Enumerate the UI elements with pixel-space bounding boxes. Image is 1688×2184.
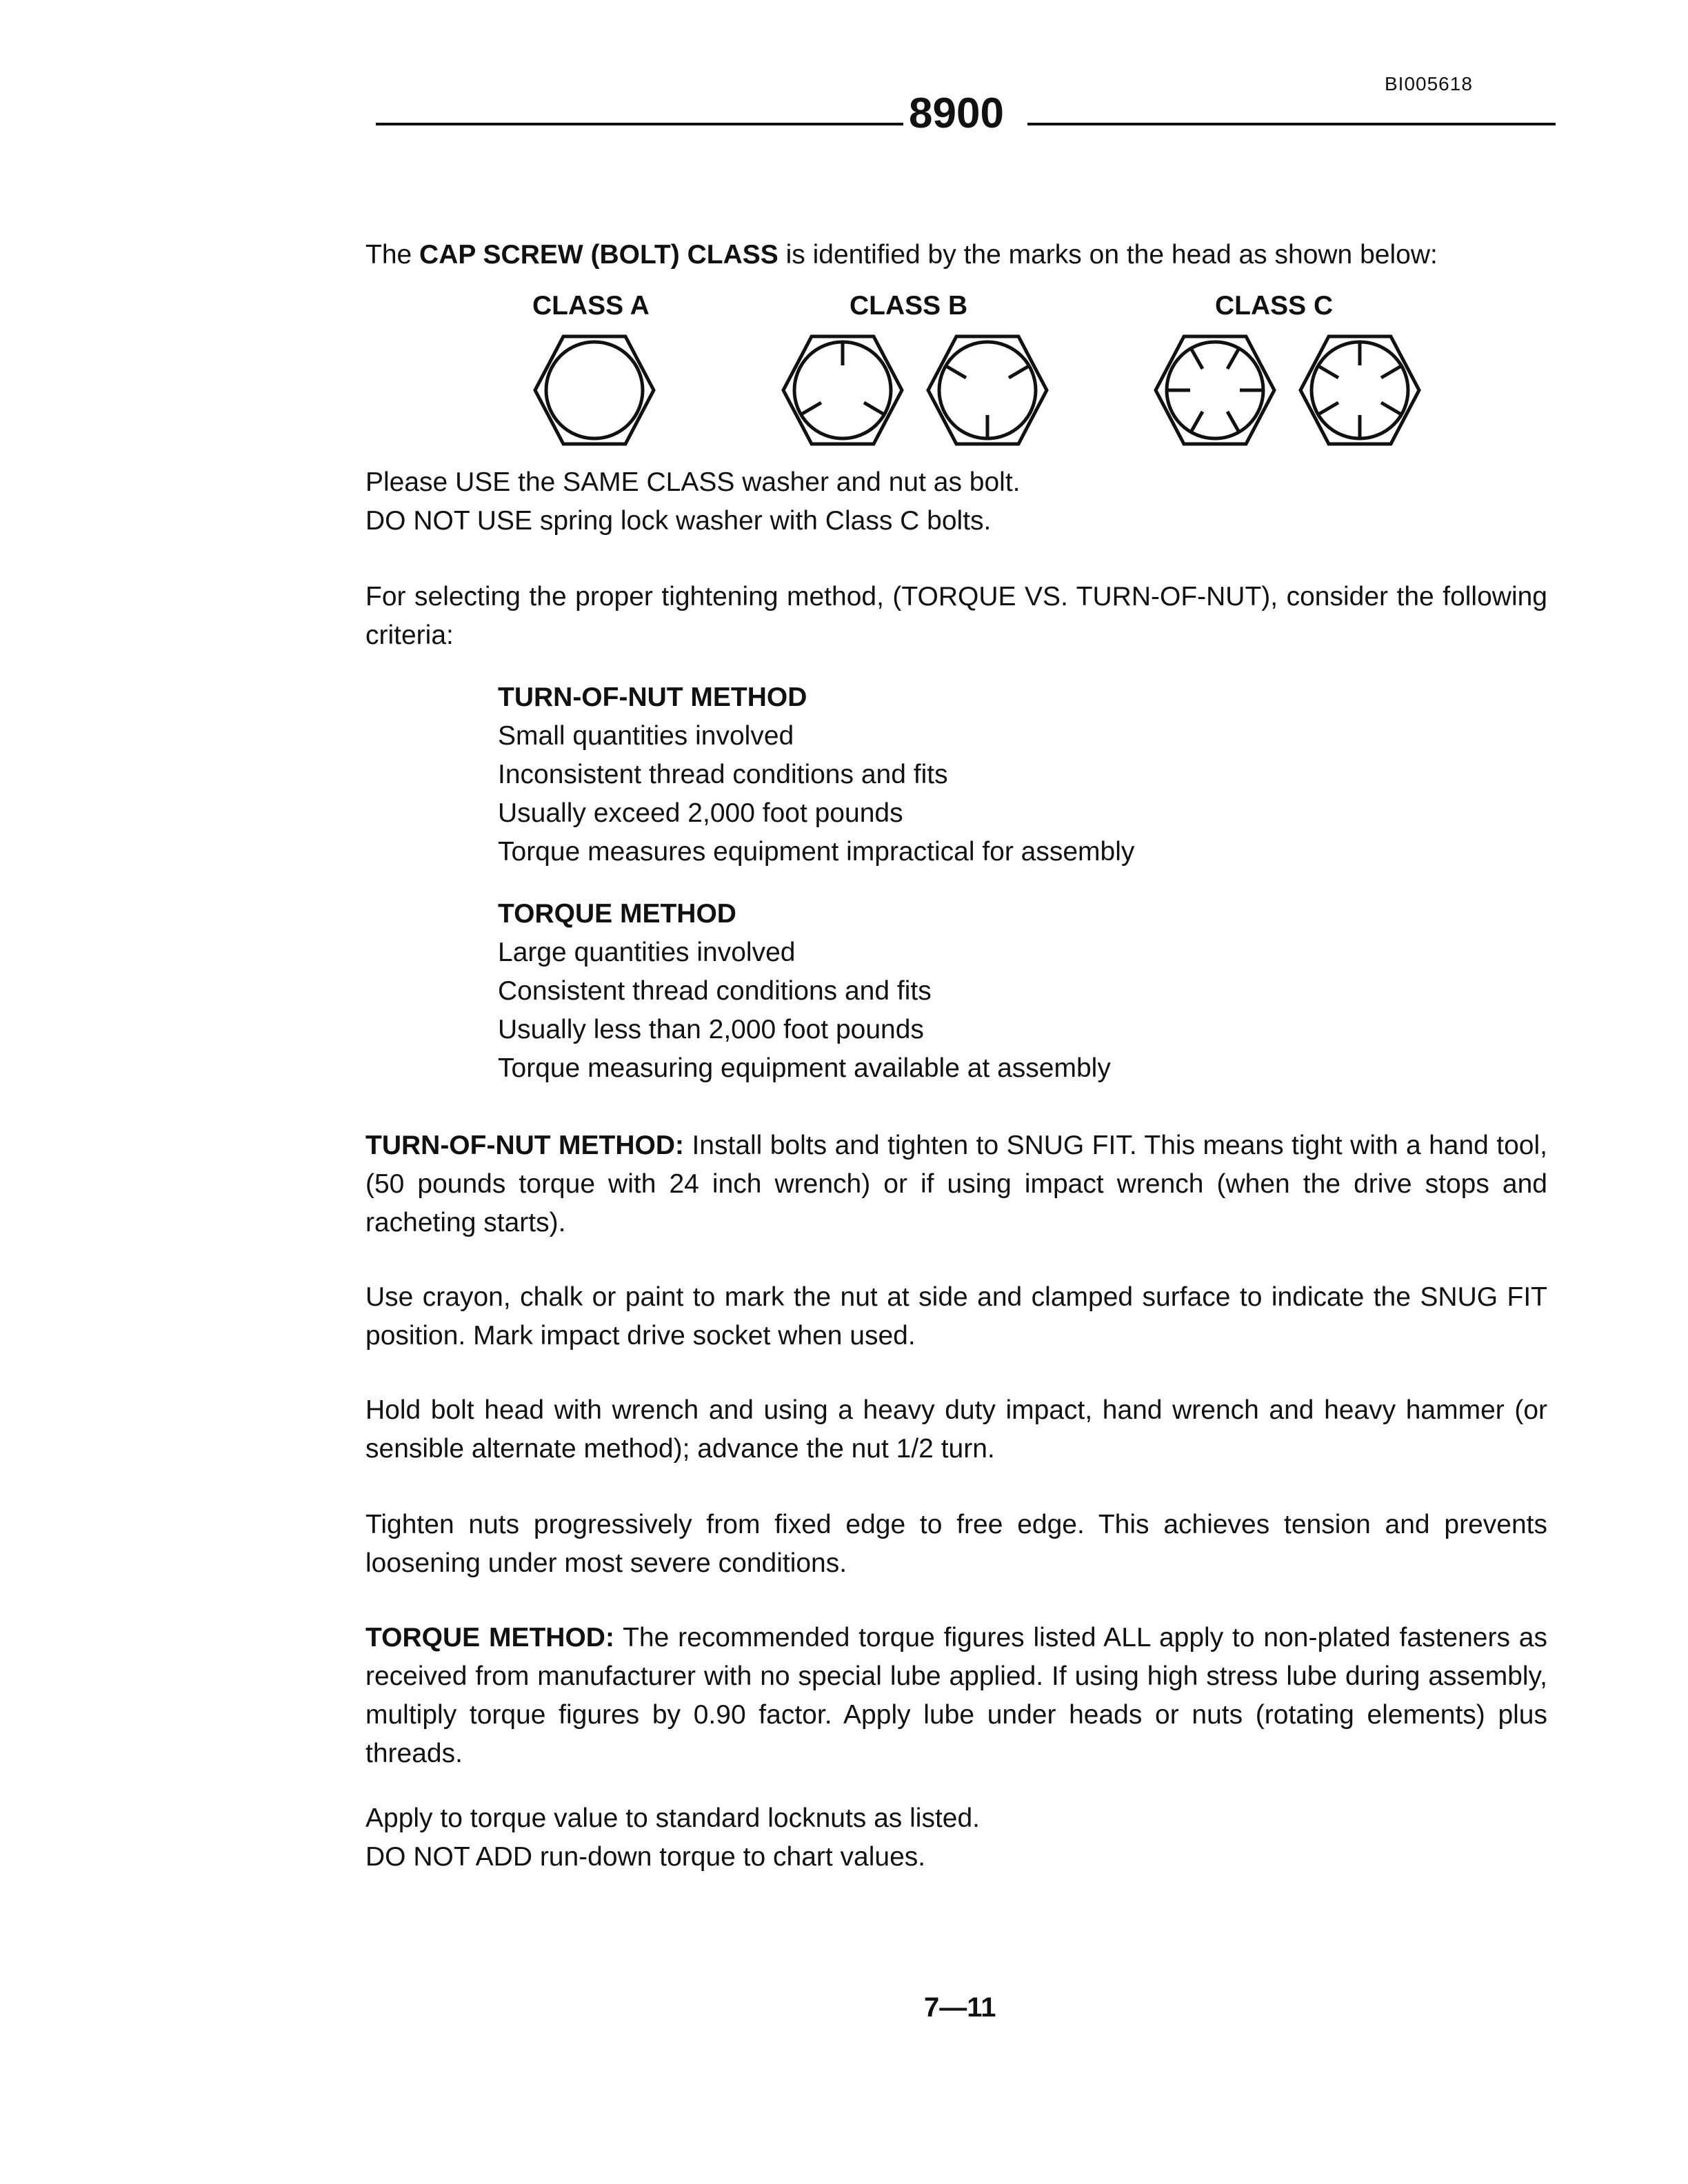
bolt-head-class-c-1-icon (1153, 332, 1277, 448)
turn-of-nut-criteria (498, 678, 1134, 871)
bolt-head-class-a-icon (532, 332, 656, 448)
criteria-item: Torque measures equipment impractical for assembly (498, 837, 1135, 867)
criteria-item: Usually less than 2,000 foot pounds (498, 1015, 924, 1044)
note-no-spring-washer: DO NOT USE spring lock washer with Class C bolts. (365, 506, 992, 536)
bolt-head-class-b-2-icon (925, 332, 1049, 448)
torque-text: The recommended torque figures listed ALL apply to non-plated fasteners as received from manufacturer with no special lube applied. If using high stress lube during assembly, multiply torque figures by 0.90 factor. Apply lube under heads or nuts (rotating elements) plus threads. (365, 1623, 1547, 1768)
criteria-item: Large quantities involved (498, 938, 796, 967)
turn-of-nut-criteria-title: TURN-OF-NUT METHOD (498, 682, 807, 712)
criteria-item: Torque measuring equipment available at assembly (498, 1053, 1111, 1083)
marking-paragraph: Use crayon, chalk or paint to mark the nut at side and clamped surface to indicate the SNUG FIT position. Mark impact drive socket when used. (365, 1282, 1547, 1351)
class-a-label: CLASS A (532, 291, 650, 321)
intro-text-bold: CAP SCREW (BOLT) CLASS (419, 240, 778, 270)
header-rule-right (1027, 123, 1556, 125)
class-c-label: CLASS C (1215, 291, 1334, 321)
turn-of-nut-text: Install bolts and tighten to SNUG FIT. This means tight with a hand tool, (50 pounds torque with 24 inch wrench) or if using impact wrench (when the drive stops and racheting starts). (365, 1131, 1547, 1237)
criteria-item: Inconsistent thread conditions and fits (498, 760, 948, 789)
criteria-item: Usually exceed 2,000 foot pounds (498, 798, 903, 828)
intro-sentence (365, 236, 1438, 274)
torque-criteria (498, 895, 1111, 1088)
turn-of-nut-procedure (365, 1126, 1547, 1242)
intro-text-post: is identified by the marks on the head as shown below: (778, 240, 1438, 270)
closing-note-locknuts: Apply to torque value to standard locknuts as listed. (365, 1803, 981, 1833)
criteria-intro: For selecting the proper tightening method, (TORQUE VS. TURN-OF-NUT), consider the following criteria: (365, 582, 1547, 650)
criteria-item: Small quantities involved (498, 721, 794, 751)
model-title: 8900 (909, 90, 1004, 137)
hold-paragraph: Hold bolt head with wrench and using a heavy duty impact, hand wrench and heavy hammer (or sensible alternate method); advance the nut 1/2 turn. (365, 1395, 1547, 1464)
header-rule-left (376, 123, 903, 125)
bolt-head-class-b-1-icon (781, 332, 905, 448)
tighten-paragraph: Tighten nuts progressively from fixed edge to free edge. This achieves tension and prevents loosening under most severe conditions. (365, 1510, 1547, 1578)
criteria-item: Consistent thread conditions and fits (498, 976, 932, 1006)
turn-of-nut-heading: TURN-OF-NUT METHOD: (365, 1131, 685, 1160)
torque-heading: TORQUE METHOD: (365, 1623, 614, 1652)
document-id: BI005618 (1385, 73, 1473, 94)
intro-text-pre: The (365, 240, 420, 270)
closing-note-run-down: DO NOT ADD run-down torque to chart values. (365, 1842, 926, 1872)
bolt-head-class-c-2-icon (1298, 332, 1422, 448)
torque-procedure (365, 1619, 1547, 1773)
note-same-class: Please USE the SAME CLASS washer and nut as bolt. (365, 467, 1021, 497)
class-b-label: CLASS B (850, 291, 968, 321)
page-number: 7—11 (924, 1992, 996, 2023)
torque-criteria-title: TORQUE METHOD (498, 899, 736, 929)
